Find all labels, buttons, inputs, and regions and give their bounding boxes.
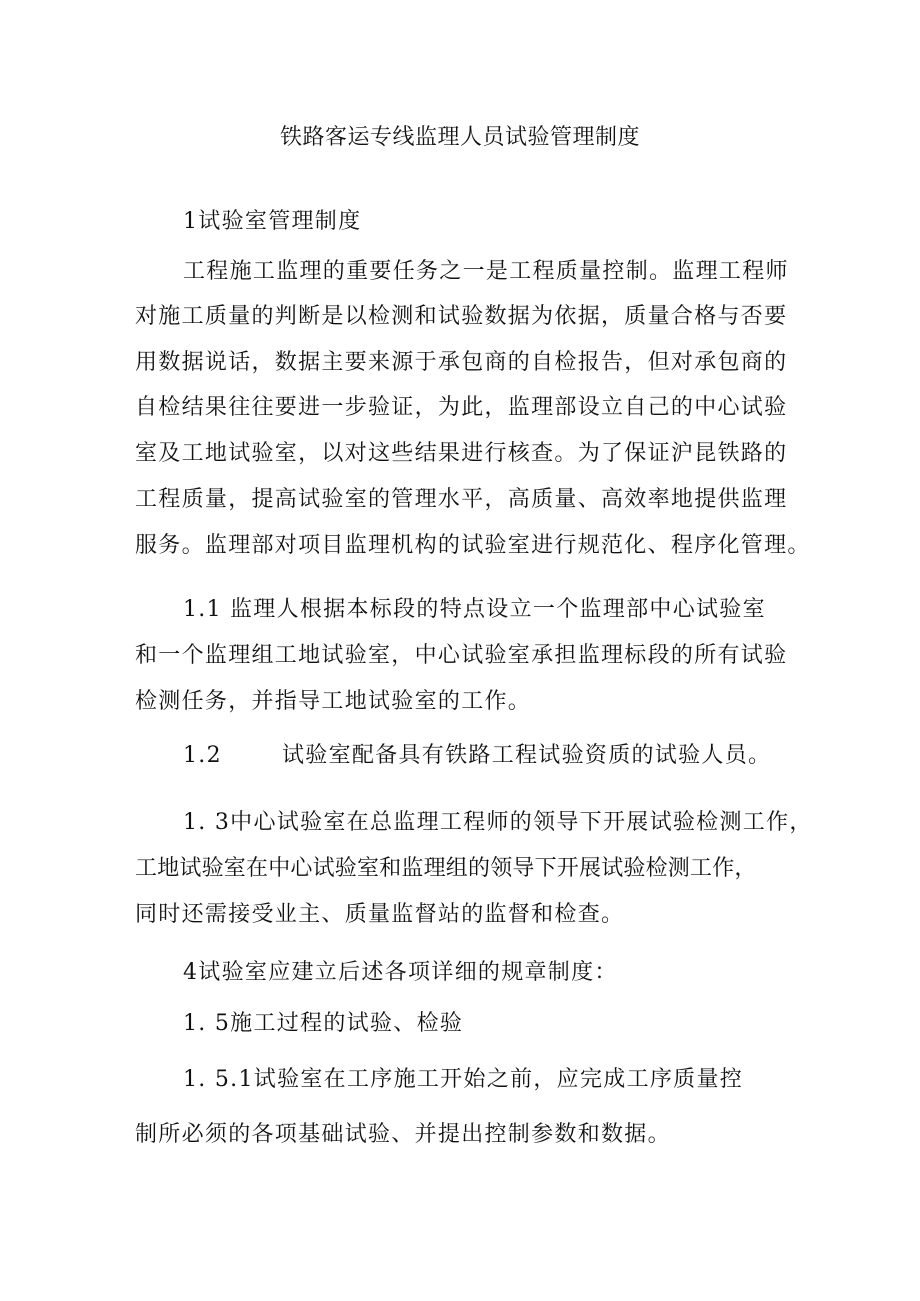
section-heading: 1试验室管理制度 bbox=[183, 209, 362, 234]
paragraph-line: 室及工地试验室，以对这些结果进行核查。为了保证沪昆铁路的 bbox=[135, 441, 788, 466]
paragraph-line: 对施工质量的判断是以检测和试验数据为依据，质量合格与否要 bbox=[135, 304, 788, 329]
paragraph-line: 用数据说话，数据主要来源于承包商的自检报告，但对承包商的 bbox=[135, 350, 788, 375]
paragraph-line: 和一个监理组工地试验室，中心试验室承担监理标段的所有试验 bbox=[135, 643, 788, 668]
item-4-heading: 4试验室应建立后述各项详细的规章制度： bbox=[183, 960, 618, 985]
paragraph-line: 工地试验室在中心试验室和监理组的领导下开展试验检测工作， bbox=[135, 856, 757, 881]
paragraph-line: 监理人根据本标段的特点设立一个监理部中心试验室 bbox=[230, 597, 766, 622]
paragraph-line: 试验室配备具有铁路工程试验资质的试验人员。 bbox=[282, 743, 772, 768]
document-title: 铁路客运专线监理人员试验管理制度 bbox=[279, 125, 640, 150]
paragraph-line: 工程质量，提高试验室的管理水平，高质量、高效率地提供监理 bbox=[135, 487, 788, 512]
paragraph-line: 检测任务，并指导工地试验室的工作。 bbox=[135, 689, 532, 714]
item-number: 1.2 bbox=[183, 743, 222, 768]
paragraph-line: 1. 5.1试验室在工序施工开始之前，应完成工序质量控 bbox=[183, 1067, 744, 1092]
paragraph-line: 工程施工监理的重要任务之一是工程质量控制。监理工程师 bbox=[183, 259, 789, 284]
paragraph-line: 1. 3中心试验室在总监理工程师的领导下开展试验检测工作， bbox=[183, 810, 813, 835]
paragraph-line: 制所必须的各项基础试验、并提出控制参数和数据。 bbox=[135, 1122, 671, 1147]
paragraph-line: 自检结果往往要进一步验证，为此，监理部设立自己的中心试验 bbox=[135, 395, 788, 420]
paragraph-line: 同时还需接受业主、质量监督站的监督和检查。 bbox=[135, 902, 625, 927]
item-1-5-heading: 1. 5施工过程的试验、检验 bbox=[183, 1011, 464, 1036]
paragraph-line: 服务。监理部对项目监理机构的试验室进行规范化、程序化管理。 bbox=[135, 533, 811, 558]
item-number: 1.1 bbox=[183, 597, 222, 622]
